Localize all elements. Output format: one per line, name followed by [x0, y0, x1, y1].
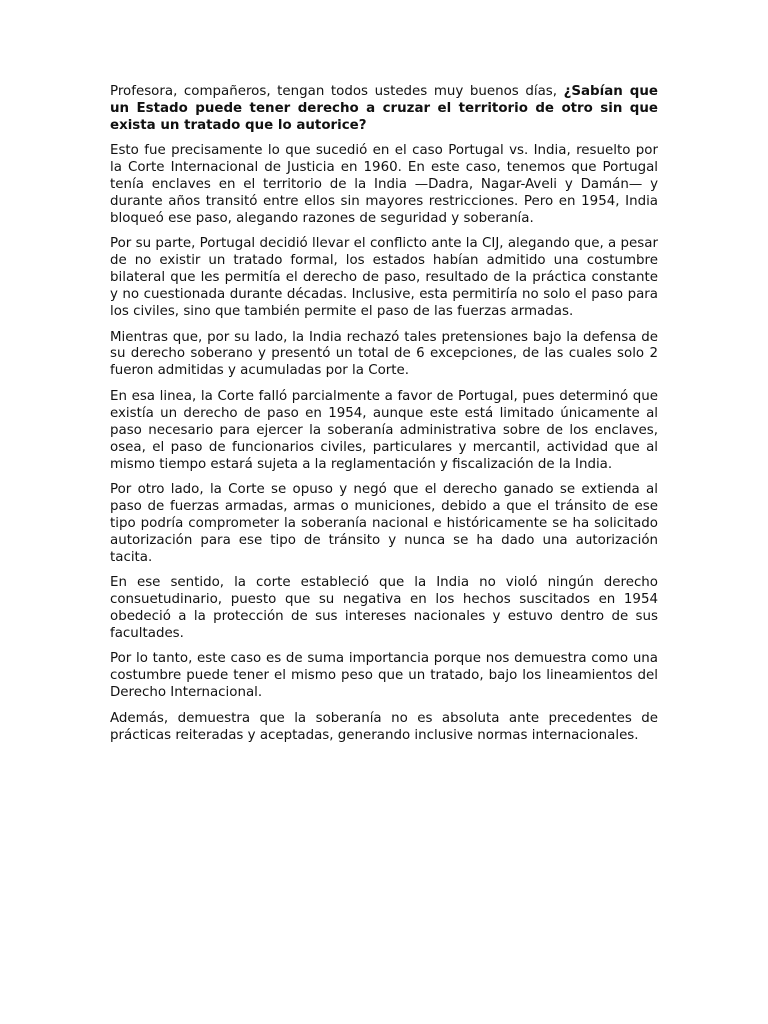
paragraph-india-no-violation: En ese sentido, la corte estableció que la India no violó ningún derecho consuetudinario, puesto que su negativa en los hechos suscitados en 1954 obedeció a la protección de sus intereses nacionales y estuvo dentro de sus facultades.	[110, 575, 658, 641]
paragraph-sovereignty: Además, demuestra que la soberanía no es absoluta ante precedentes de prácticas reiteradas y aceptadas, generando inclusive normas internacionales.	[110, 710, 658, 743]
document-page	[110, 84, 658, 753]
intro-paragraph	[110, 84, 658, 135]
intro-question: ¿Sabían que un Estado puede tener derecho a cruzar el territorio de otro sin que exista un tratado que lo autorice?	[110, 84, 658, 133]
paragraph-case-summary: Esto fue precisamente lo que sucedió en el caso Portugal vs. India, resuelto por la Corte Internacional de Justicia en 1960. En este caso, tenemos que Portugal tenía enclaves en el territorio de la India —Dadra, Nagar-Aveli y Damán— y durante años transitó entre ellos sin mayores restricciones. Pero en 1954, India bloqueó ese paso, alegando razones de seguridad y soberanía.	[110, 143, 658, 226]
paragraph-india-response: Mientras que, por su lado, la India rechazó tales pretensiones bajo la defensa de su derecho soberano y presentó un total de 6 excepciones, de las cuales solo 2 fueron admitidas y acumuladas por la Corte.	[110, 329, 658, 379]
paragraph-armed-forces: Por otro lado, la Corte se opuso y negó que el derecho ganado se extienda al paso de fuerzas armadas, armas o municiones, debido a que el tránsito de ese tipo podría comprometer la soberanía nacional e históricamente se ha solicitado autorización para ese tipo de tránsito y nunca se ha dado una autorización tacita.	[110, 482, 658, 565]
paragraph-court-ruling: En esa linea, la Corte falló parcialmente a favor de Portugal, pues determinó que existía un derecho de paso en 1954, aunque este está limitado únicamente al paso necesario para ejercer la soberanía administrativa sobre de los enclaves, osea, el paso de funcionarios civiles, particulares y mercantil, actividad que al mismo tiempo estará sujeta a la reglamentación y fiscalización de la India.	[110, 388, 658, 472]
paragraph-importance: Por lo tanto, este caso es de suma importancia porque nos demuestra como una costumbre puede tener el mismo peso que un tratado, bajo los lineamientos del Derecho Internacional.	[110, 651, 658, 701]
paragraph-portugal-claim: Por su parte, Portugal decidió llevar el conflicto ante la CIJ, alegando que, a pesar de no existir un tratado formal, los estados habían admitido una costumbre bilateral que les permitía el derecho de paso, resultado de la práctica constante y no cuestionada durante décadas. Inclusive, esta permitiría no solo el paso para los civiles, sino que también permite el paso de las fuerzas armadas.	[110, 236, 658, 320]
intro-text: Profesora, compañeros, tengan todos ustedes muy buenos días,	[110, 84, 564, 99]
